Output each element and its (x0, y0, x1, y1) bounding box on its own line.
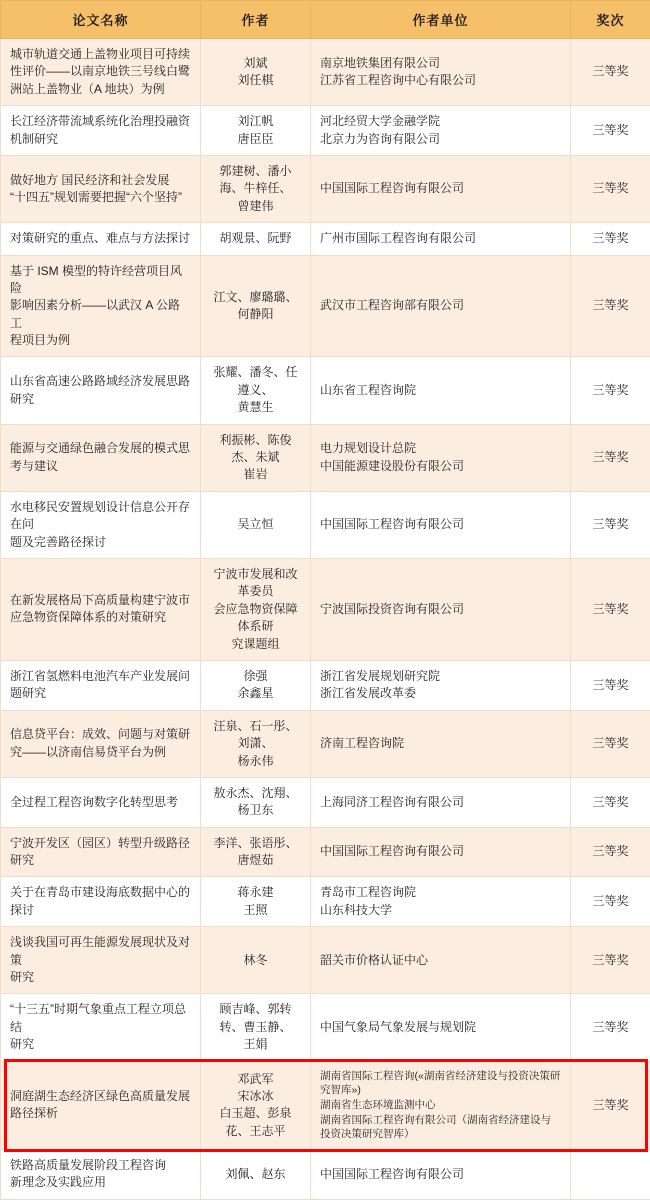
cell-organization: 广州市国际工程咨询有限公司 (311, 223, 571, 255)
cell-prize-level: 三等奖 (571, 558, 650, 660)
cell-prize-level (571, 1150, 650, 1200)
table-row (1, 710, 650, 777)
cell-paper-title: 信息贷平台：成效、问题与对策研 究——以济南信易贷平台为例 (1, 710, 201, 777)
cell-prize-level: 三等奖 (571, 491, 650, 558)
cell-organization: 电力规划设计总院 中国能源建设股份有限公司 (311, 424, 571, 491)
cell-organization: 上海同济工程咨询有限公司 (311, 777, 571, 827)
cell-paper-title: 山东省高速公路路域经济发展思路 研究 (1, 357, 201, 424)
cell-paper-title: 宁波开发区（园区）转型升级路径 研究 (1, 827, 201, 877)
cell-authors: 宁波市发展和改革委员 会应急物资保障体系研 究课题组 (201, 558, 311, 660)
cell-authors: 刘斌 刘任棋 (201, 39, 311, 106)
table-row (1, 357, 650, 424)
cell-paper-title: 水电移民安置规划设计信息公开存在问 题及完善路径探讨 (1, 491, 201, 558)
header-author: 作者 (201, 1, 311, 39)
cell-prize-level: 三等奖 (571, 710, 650, 777)
cell-paper-title: 能源与交通绿色融合发展的模式思 考与建议 (1, 424, 201, 491)
cell-paper-title: 浅谈我国可再生能源发展现状及对策 研究 (1, 927, 201, 994)
cell-authors: 敖永杰、沈翔、杨卫东 (201, 777, 311, 827)
cell-organization: 河北经贸大学金融学院 北京力为咨询有限公司 (311, 106, 571, 156)
table-body (1, 39, 650, 1200)
cell-organization: 宁波国际投资咨询有限公司 (311, 558, 571, 660)
table-row (1, 39, 650, 106)
cell-paper-title: “十三五”时期气象重点工程立项总结 研究 (1, 994, 201, 1061)
cell-authors: 林冬 (201, 927, 311, 994)
cell-organization: 中国国际工程咨询有限公司 (311, 155, 571, 222)
cell-organization: 山东省工程咨询院 (311, 357, 571, 424)
table-row (1, 660, 650, 710)
cell-authors: 郭建树、潘小海、牛梓任、 曾建伟 (201, 155, 311, 222)
cell-authors: 邓武军 宋冰冰 白玉超、彭泉花、王志平 (201, 1061, 311, 1149)
cell-prize-level: 三等奖 (571, 827, 650, 877)
cell-prize-level: 三等奖 (571, 877, 650, 927)
cell-paper-title: 洞庭湖生态经济区绿色高质量发展 路径探析 (1, 1061, 201, 1149)
cell-authors: 李洋、张语彤、唐煜茹 (201, 827, 311, 877)
cell-organization: 武汉市工程咨询部有限公司 (311, 255, 571, 357)
cell-organization: 济南工程咨询院 (311, 710, 571, 777)
cell-authors: 刘江帆 唐臣臣 (201, 106, 311, 156)
cell-authors: 徐强 余鑫星 (201, 660, 311, 710)
cell-organization: 南京地铁集团有限公司 江苏省工程咨询中心有限公司 (311, 39, 571, 106)
cell-prize-level: 三等奖 (571, 927, 650, 994)
cell-organization: 中国国际工程咨询有限公司 (311, 1150, 571, 1200)
cell-organization: 浙江省发展规划研究院 浙江省发展改革委 (311, 660, 571, 710)
table-row (1, 994, 650, 1061)
table-row (1, 255, 650, 357)
table-row (1, 424, 650, 491)
cell-paper-title: 城市轨道交通上盖物业项目可持续 性评价——以南京地铁三号线白鹭 洲站上盖物业（A 地块）为例 (1, 39, 201, 106)
cell-authors: 江文、廖璐璐、何静阳 (201, 255, 311, 357)
cell-paper-title: 在新发展格局下高质量构建宁波市 应急物资保障体系的对策研究 (1, 558, 201, 660)
table-row (1, 1061, 650, 1149)
cell-organization: 中国国际工程咨询有限公司 (311, 827, 571, 877)
table-row (1, 927, 650, 994)
cell-prize-level: 三等奖 (571, 223, 650, 255)
cell-prize-level: 三等奖 (571, 357, 650, 424)
table-row (1, 877, 650, 927)
cell-authors: 胡观景、阮野 (201, 223, 311, 255)
cell-prize-level: 三等奖 (571, 994, 650, 1061)
cell-organization: 中国国际工程咨询有限公司 (311, 491, 571, 558)
table-row (1, 1150, 650, 1200)
cell-prize-level: 三等奖 (571, 106, 650, 156)
cell-authors: 蒋永建 王照 (201, 877, 311, 927)
table-row (1, 777, 650, 827)
cell-authors: 顾吉峰、郭转转、曹玉静、 王娟 (201, 994, 311, 1061)
cell-authors: 利振彬、陈俊杰、朱斌 崔岩 (201, 424, 311, 491)
cell-organization: 青岛市工程咨询院 山东科技大学 (311, 877, 571, 927)
table-row (1, 558, 650, 660)
cell-paper-title: 对策研究的重点、难点与方法探讨 (1, 223, 201, 255)
table-row (1, 155, 650, 222)
header-prize: 奖次 (571, 1, 650, 39)
cell-paper-title: 基于 ISM 模型的特许经营项目风险 影响因素分析——以武汉 A 公路工 程项目为例 (1, 255, 201, 357)
cell-organization: 湖南省国际工程咨询(«湖南省经济建设与投资决策研究智库») 湖南省生态环境监测中心 湖南省国际工程咨询有限公司（湖南省经济建设与投资决策研究智库） (311, 1061, 571, 1149)
table-row (1, 223, 650, 255)
table-header (1, 1, 650, 39)
cell-authors: 吴立恒 (201, 491, 311, 558)
cell-prize-level: 三等奖 (571, 424, 650, 491)
header-org: 作者单位 (311, 1, 571, 39)
cell-authors: 汪泉、石一彤、刘潇、 杨永伟 (201, 710, 311, 777)
cell-prize-level: 三等奖 (571, 155, 650, 222)
cell-prize-level: 三等奖 (571, 660, 650, 710)
cell-paper-title: 全过程工程咨询数字化转型思考 (1, 777, 201, 827)
cell-authors: 刘佩、赵东 (201, 1150, 311, 1200)
cell-paper-title: 铁路高质量发展阶段工程咨询 新理念及实践应用 (1, 1150, 201, 1200)
cell-organization: 中国气象局气象发展与规划院 (311, 994, 571, 1061)
cell-prize-level: 三等奖 (571, 255, 650, 357)
cell-paper-title: 做好地方 国民经济和社会发展 “十四五”规划需要把握“六个坚持” (1, 155, 201, 222)
header-title: 论文名称 (1, 1, 201, 39)
cell-paper-title: 浙江省氢燃料电池汽车产业发展问 题研究 (1, 660, 201, 710)
cell-paper-title: 长江经济带流域系统化治理投融资 机制研究 (1, 106, 201, 156)
header-row (1, 1, 650, 39)
table-row (1, 491, 650, 558)
cell-organization: 韶关市价格认证中心 (311, 927, 571, 994)
table-row (1, 827, 650, 877)
cell-prize-level: 三等奖 (571, 777, 650, 827)
cell-paper-title: 关于在青岛市建设海底数据中心的 探讨 (1, 877, 201, 927)
table-row (1, 106, 650, 156)
cell-prize-level: 三等奖 (571, 1061, 650, 1149)
cell-authors: 张耀、潘冬、任遵义、 黄慧生 (201, 357, 311, 424)
cell-prize-level: 三等奖 (571, 39, 650, 106)
